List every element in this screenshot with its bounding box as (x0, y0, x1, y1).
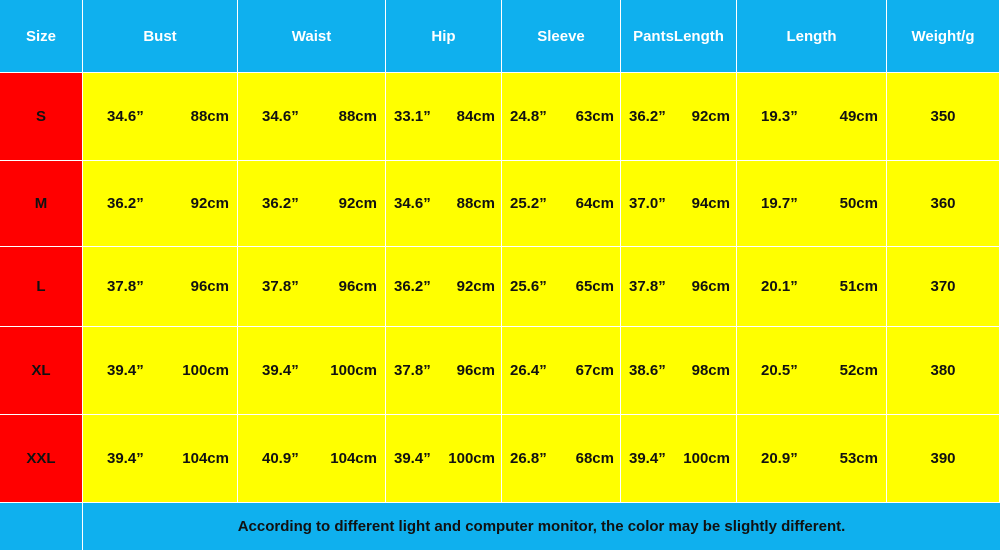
hip-inch: 37.8” (394, 362, 431, 379)
length-inch: 20.1” (761, 278, 798, 295)
pants-length-cell (621, 161, 737, 247)
bust-inch: 36.2” (107, 195, 144, 212)
length-inch: 20.5” (761, 362, 798, 379)
pants-cm: 100cm (683, 450, 730, 467)
length-cm: 52cm (839, 362, 878, 379)
weight-cell: 390 (887, 415, 1000, 503)
sleeve-cm: 63cm (575, 108, 614, 125)
hip-inch: 39.4” (394, 450, 431, 467)
weight-cell: 370 (887, 247, 1000, 327)
sleeve-inch: 25.6” (510, 278, 547, 295)
sleeve-inch: 26.4” (510, 362, 547, 379)
length-cell (737, 327, 887, 415)
waist-inch: 39.4” (262, 362, 299, 379)
length-inch: 19.3” (761, 108, 798, 125)
sleeve-inch: 24.8” (510, 108, 547, 125)
hip-cm: 92cm (456, 278, 495, 295)
waist-cm: 92cm (338, 195, 377, 212)
pants-cm: 94cm (691, 195, 730, 212)
sleeve-cm: 64cm (575, 195, 614, 212)
weight-cell: 380 (887, 327, 1000, 415)
sleeve-inch: 26.8” (510, 450, 547, 467)
waist-cm: 100cm (330, 362, 377, 379)
pants-cm: 96cm (691, 278, 730, 295)
sleeve-cm: 65cm (575, 278, 614, 295)
note-spacer (0, 503, 83, 551)
bust-inch: 34.6” (107, 108, 144, 125)
length-cell (737, 73, 887, 161)
bust-cm: 100cm (182, 362, 229, 379)
pants-inch: 37.8” (629, 278, 666, 295)
sleeve-cm: 68cm (575, 450, 614, 467)
pants-inch: 37.0” (629, 195, 666, 212)
hip-cm: 88cm (456, 195, 495, 212)
hip-inch: 36.2” (394, 278, 431, 295)
pants-inch: 36.2” (629, 108, 666, 125)
pants-length-cell (621, 415, 737, 503)
bust-cell (83, 327, 238, 415)
waist-inch: 34.6” (262, 108, 299, 125)
waist-inch: 36.2” (262, 195, 299, 212)
sleeve-cm: 67cm (575, 362, 614, 379)
header-length: Length (737, 0, 887, 73)
weight-cell: 350 (887, 73, 1000, 161)
sleeve-cell (502, 327, 621, 415)
pants-length-cell (621, 247, 737, 327)
size-label: M (0, 161, 83, 247)
length-cell (737, 415, 887, 503)
waist-cm: 104cm (330, 450, 377, 467)
waist-cell (238, 73, 386, 161)
header-size: Size (0, 0, 83, 73)
weight-cell: 360 (887, 161, 1000, 247)
waist-cell (238, 247, 386, 327)
header-pants-length: PantsLength (621, 0, 737, 73)
hip-cell (386, 73, 502, 161)
length-inch: 20.9” (761, 450, 798, 467)
waist-cell (238, 161, 386, 247)
pants-cm: 92cm (691, 108, 730, 125)
color-disclaimer-note: According to different light and computer monitor, the color may be slightly different. (83, 503, 1000, 551)
hip-cell (386, 247, 502, 327)
header-waist: Waist (238, 0, 386, 73)
sleeve-inch: 25.2” (510, 195, 547, 212)
bust-cm: 104cm (182, 450, 229, 467)
header-bust: Bust (83, 0, 238, 73)
length-cell (737, 247, 887, 327)
bust-cm: 92cm (190, 195, 229, 212)
length-inch: 19.7” (761, 195, 798, 212)
hip-cell (386, 327, 502, 415)
waist-inch: 37.8” (262, 278, 299, 295)
waist-cm: 88cm (338, 108, 377, 125)
waist-cm: 96cm (338, 278, 377, 295)
bust-cell (83, 161, 238, 247)
hip-cm: 100cm (448, 450, 495, 467)
length-cm: 49cm (839, 108, 878, 125)
sleeve-cell (502, 161, 621, 247)
length-cm: 51cm (839, 278, 878, 295)
waist-cell (238, 415, 386, 503)
pants-inch: 38.6” (629, 362, 666, 379)
hip-cm: 84cm (456, 108, 495, 125)
bust-cell (83, 415, 238, 503)
hip-inch: 34.6” (394, 195, 431, 212)
header-sleeve: Sleeve (502, 0, 621, 73)
pants-length-cell (621, 73, 737, 161)
pants-cm: 98cm (691, 362, 730, 379)
sleeve-cell (502, 73, 621, 161)
sleeve-cell (502, 247, 621, 327)
length-cm: 50cm (839, 195, 878, 212)
hip-cm: 96cm (456, 362, 495, 379)
size-label: S (0, 73, 83, 161)
bust-cm: 88cm (190, 108, 229, 125)
bust-inch: 37.8” (107, 278, 144, 295)
bust-inch: 39.4” (107, 450, 144, 467)
waist-inch: 40.9” (262, 450, 299, 467)
bust-cell (83, 73, 238, 161)
bust-cell (83, 247, 238, 327)
hip-inch: 33.1” (394, 108, 431, 125)
hip-cell (386, 415, 502, 503)
length-cm: 53cm (839, 450, 878, 467)
sleeve-cell (502, 415, 621, 503)
size-label: XL (0, 327, 83, 415)
header-weight: Weight/g (887, 0, 1000, 73)
hip-cell (386, 161, 502, 247)
pants-inch: 39.4” (629, 450, 666, 467)
bust-inch: 39.4” (107, 362, 144, 379)
length-cell (737, 161, 887, 247)
size-label: L (0, 247, 83, 327)
size-label: XXL (0, 415, 83, 503)
bust-cm: 96cm (190, 278, 229, 295)
waist-cell (238, 327, 386, 415)
header-hip: Hip (386, 0, 502, 73)
pants-length-cell (621, 327, 737, 415)
